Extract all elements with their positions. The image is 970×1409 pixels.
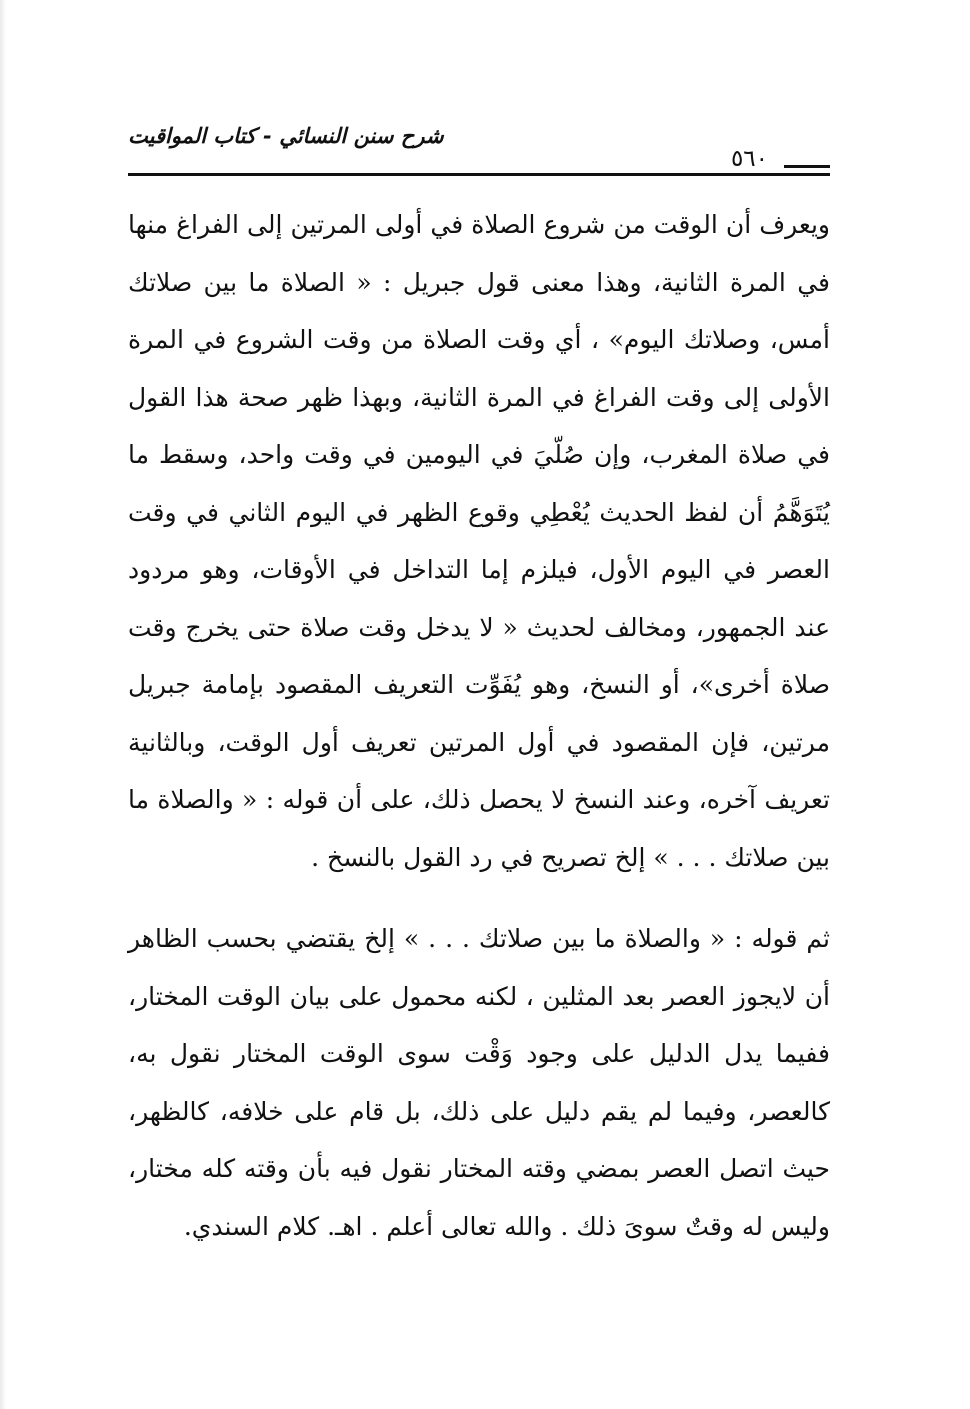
scan-edge-shadow — [0, 0, 6, 1409]
paragraph-2: ثم قوله : « والصلاة ما بين صلاتك . . . » إلخ يقتضي بحسب الظاهر أن لايجوز العصر بعد المثلين ، لكنه محمول على بيان الوقت المختار، ففيما يدل الدليل على وجود وَقْت سوى الوقت المختار نقول به، كالعصر، وفيما لم يقم دليل على ذلك، بل قام على خلافه، كالظهر، حيث اتصل العصر بمضي وقته المختار نقول فيه بأن وقته كله مختار، وليس له وقتٌ سوىَ ذلك . والله تعالى أعلم . اهـ. كلام السندي. — [128, 924, 830, 1241]
page-number: ٥٦٠ — [730, 146, 768, 172]
running-header — [128, 124, 830, 184]
body-text — [128, 196, 830, 1255]
header-rule — [128, 173, 830, 176]
paragraph-1: ويعرف أن الوقت من شروع الصلاة في أولى المرتين إلى الفراغ منها في المرة الثانية، وهذا معنى قول جبريل : « الصلاة ما بين صلاتك أمس، وصلاتك اليوم» ، أي وقت الصلاة من وقت الشروع في المرة الأولى إلى وقت الفراغ في المرة الثانية، وبهذا ظهر صحة هذا القول في صلاة المغرب، وإن صُلّيَ في اليومين في وقت واحد، وسقط ما يُتَوَهَّمُ أن لفظ الحديث يُعْطِي وقوع الظهر في اليوم الثاني في وقت العصر في اليوم الأول، فيلزم إما التداخل في الأوقات، وهو مردود عند الجمهور، ومخالف لحديث « لا يدخل وقت صلاة حتى يخرج وقت صلاة أخرى»، أو النسخ، وهو يُفَوِّت التعريف المقصود بإمامة جبريل مرتين، فإن المقصود في أول المرتين تعريف أول الوقت، وبالثانية تعريف آخره، وعند النسخ لا يحصل ذلك، على أن قوله : « والصلاة ما بين صلاتك . . . » إلخ تصريح في رد القول بالنسخ . — [128, 210, 830, 872]
page-number-rule — [784, 165, 830, 168]
header-title: شرح سنن النسائي - كتاب المواقيت — [128, 124, 444, 148]
